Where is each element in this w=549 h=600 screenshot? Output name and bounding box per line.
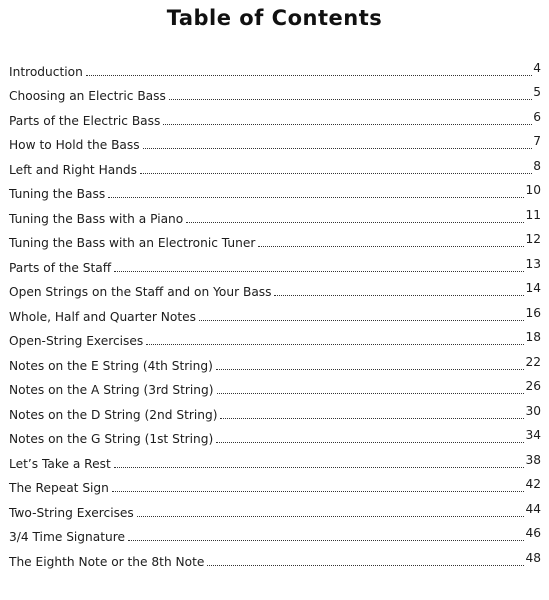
toc-entry-page-number: 5 bbox=[533, 85, 541, 99]
dot-leader bbox=[163, 124, 532, 125]
toc-entry bbox=[9, 177, 541, 202]
toc-entry-page-number: 10 bbox=[525, 183, 541, 197]
toc-entry bbox=[9, 495, 541, 520]
toc-entry bbox=[9, 324, 541, 349]
toc-entry-page-number: 6 bbox=[533, 109, 541, 124]
toc-entry-title: Tuning the Bass bbox=[9, 187, 106, 201]
toc-entry-page-number: 38 bbox=[525, 452, 541, 467]
toc-entry-title: Left and Right Hands bbox=[9, 162, 138, 177]
toc-entry-page-number: 12 bbox=[525, 232, 541, 246]
toc-entry-title: Whole, Half and Quarter Notes bbox=[9, 309, 197, 324]
dot-leader bbox=[108, 197, 524, 198]
toc-list bbox=[9, 54, 541, 569]
toc-entry-page-number: 14 bbox=[525, 281, 541, 295]
toc-entry-title: Open-String Exercises bbox=[9, 334, 144, 348]
toc-entry bbox=[9, 397, 541, 422]
toc-entry-page-number: 42 bbox=[525, 477, 541, 491]
dot-leader bbox=[128, 540, 525, 541]
dot-leader bbox=[258, 246, 524, 247]
toc-entry-title: Notes on the G String (1st String) bbox=[9, 432, 214, 446]
toc-entry-page-number: 34 bbox=[525, 428, 541, 442]
toc-entry-title: Choosing an Electric Bass bbox=[9, 89, 166, 103]
dot-leader bbox=[186, 222, 524, 223]
toc-entry-title: How to Hold the Bass bbox=[9, 138, 140, 152]
toc-entry-page-number: 18 bbox=[525, 330, 541, 344]
toc-entry bbox=[9, 79, 541, 104]
toc-entry-page-number: 46 bbox=[525, 526, 541, 540]
dot-leader bbox=[137, 516, 525, 517]
toc-entry-page-number: 16 bbox=[525, 305, 541, 320]
toc-entry-page-number: 22 bbox=[525, 354, 541, 369]
page-title: Table of Contents bbox=[166, 6, 383, 30]
dot-leader bbox=[114, 271, 524, 272]
dot-leader bbox=[143, 148, 533, 149]
dot-leader bbox=[112, 491, 525, 492]
toc-entry-title: Introduction bbox=[9, 64, 83, 79]
toc-entry-title: The Repeat Sign bbox=[9, 481, 109, 495]
dot-leader bbox=[274, 295, 524, 296]
toc-entry bbox=[9, 520, 541, 545]
toc-entry-title: Tuning the Bass with a Piano bbox=[9, 211, 184, 226]
toc-entry-title: Tuning the Bass with an Electronic Tuner bbox=[9, 236, 256, 250]
toc-entry-title: Two-String Exercises bbox=[9, 505, 134, 520]
toc-entry-title: Parts of the Staff bbox=[9, 260, 112, 275]
toc-entry bbox=[9, 226, 541, 251]
toc-entry-title: Let’s Take a Rest bbox=[9, 456, 111, 471]
toc-entry bbox=[9, 544, 541, 569]
toc-entry bbox=[9, 103, 541, 128]
toc-entry bbox=[9, 275, 541, 300]
dot-leader bbox=[114, 467, 525, 468]
dot-leader bbox=[146, 344, 524, 345]
dot-leader bbox=[207, 565, 524, 566]
toc-entry-title: 3/4 Time Signature bbox=[9, 530, 125, 544]
toc-entry bbox=[9, 54, 541, 79]
toc-entry-page-number: 7 bbox=[533, 134, 541, 148]
dot-leader bbox=[220, 418, 524, 419]
toc-entry bbox=[9, 348, 541, 373]
toc-entry-page-number: 48 bbox=[525, 550, 541, 565]
toc-entry bbox=[9, 422, 541, 447]
dot-leader bbox=[169, 99, 532, 100]
toc-entry-title: Notes on the A String (3rd String) bbox=[9, 383, 214, 397]
toc-entry-page-number: 13 bbox=[525, 256, 541, 271]
dot-leader bbox=[217, 393, 525, 394]
dot-leader bbox=[86, 75, 532, 76]
toc-entry-title: Notes on the D String (2nd String) bbox=[9, 407, 218, 422]
dot-leader bbox=[216, 442, 524, 443]
toc-entry bbox=[9, 152, 541, 177]
toc-entry bbox=[9, 201, 541, 226]
toc-entry-title: Notes on the E String (4th String) bbox=[9, 358, 213, 373]
toc-entry-page-number: 26 bbox=[525, 379, 541, 393]
dot-leader bbox=[199, 320, 524, 321]
dot-leader bbox=[140, 173, 532, 174]
toc-entry bbox=[9, 373, 541, 398]
toc-entry-title: Parts of the Electric Bass bbox=[9, 113, 161, 128]
toc-entry bbox=[9, 250, 541, 275]
toc-entry-page-number: 44 bbox=[525, 501, 541, 516]
toc-entry-page-number: 8 bbox=[533, 158, 541, 173]
toc-entry bbox=[9, 299, 541, 324]
dot-leader bbox=[216, 369, 525, 370]
toc-entry-page-number: 11 bbox=[525, 207, 541, 222]
toc-entry-title: Open Strings on the Staff and on Your Bass bbox=[9, 285, 272, 299]
toc-entry bbox=[9, 471, 541, 496]
toc-entry-page-number: 30 bbox=[525, 403, 541, 418]
toc-entry-title: The Eighth Note or the 8th Note bbox=[9, 554, 205, 569]
toc-entry-page-number: 4 bbox=[533, 60, 541, 75]
toc-entry bbox=[9, 128, 541, 153]
toc-entry bbox=[9, 446, 541, 471]
